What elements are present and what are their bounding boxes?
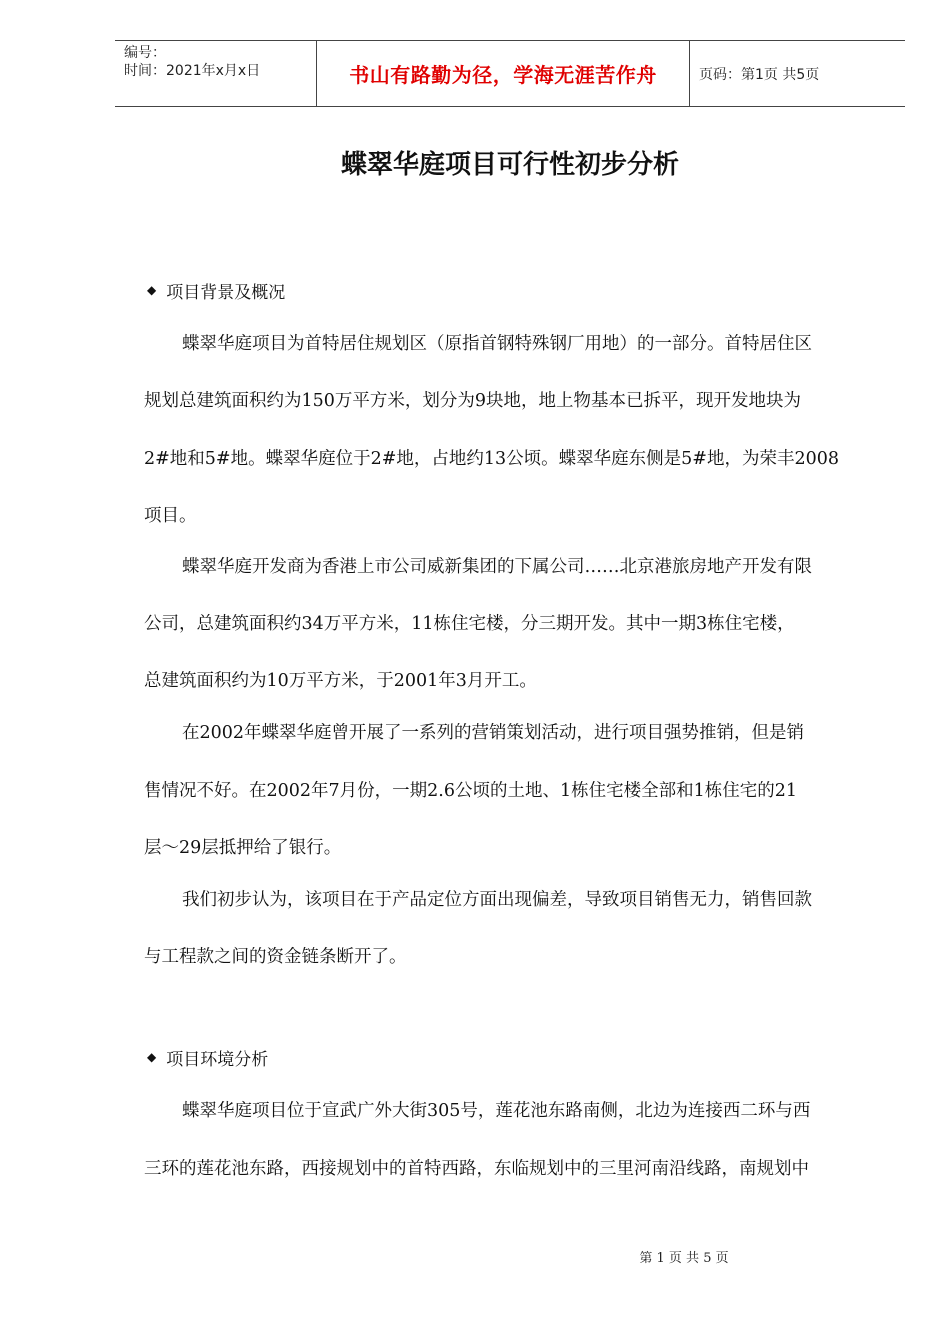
page-footer: 第 1 页 共 5 页	[639, 1251, 729, 1266]
paragraph-line: 总建筑面积约为10万平方米，于2001年3月开工。	[144, 671, 537, 691]
diamond-bullet-icon: ◆	[147, 282, 157, 297]
paragraph-line: 蝶翠华庭项目位于宣武广外大街305号，莲花池东路南侧，北边为连接西二环与西	[182, 1101, 811, 1121]
paragraph-line: 2#地和5#地。蝶翠华庭位于2#地，占地约13公顷。蝶翠华庭东侧是5#地，为荣丰2008	[144, 449, 839, 469]
paragraph-line: 公司，总建筑面积约34万平方米，11栋住宅楼，分三期开发。其中一期3栋住宅楼，	[144, 614, 795, 634]
section-heading-background	[147, 278, 285, 303]
paragraph-line: 规划总建筑面积约为150万平方米，划分为9块地，地上物基本已拆平，现开发地块为	[144, 391, 802, 411]
paragraph-line: 我们初步认为，该项目在于产品定位方面出现偏差，导致项目销售无力，销售回款	[182, 890, 812, 910]
document-title: 蝶翠华庭项目可行性初步分析	[340, 150, 679, 180]
paragraph-line: 售情况不好。在2002年7月份，一期2.6公顷的土地、1栋住宅楼全部和1栋住宅的21	[144, 781, 798, 801]
paragraph-line: 项目。	[144, 506, 197, 526]
paragraph-line: 层～29层抵押给了银行。	[144, 838, 342, 858]
header-page-cell	[690, 41, 905, 106]
date-text: 时间：2021年x月x日	[124, 63, 261, 79]
paragraph-line: 在2002年蝶翠华庭曾开展了一系列的营销策划活动，进行项目强势推销，但是销	[182, 723, 805, 743]
paragraph-line: 三环的莲花池东路，西接规划中的首特西路，东临规划中的三里河南沿线路，南规划中	[144, 1159, 809, 1179]
paragraph-line: 与工程款之间的资金链条断开了。	[144, 947, 407, 967]
section-heading-environment	[147, 1045, 268, 1070]
paragraph-line: 蝶翠华庭开发商为香港上市公司威新集团的下属公司……北京港旅房地产开发有限	[182, 557, 812, 577]
diamond-bullet-icon: ◆	[147, 1049, 157, 1064]
section-heading-text: 项目背景及概况	[166, 283, 286, 303]
motto-text: 书山有路勤为径，学海无涯苦作舟	[349, 63, 657, 87]
page-info: 页码：第1页 共5页	[699, 66, 820, 83]
header-left-cell	[115, 41, 316, 106]
paragraph-line: 蝶翠华庭项目为首特居住规划区（原指首钢特殊钢厂用地）的一部分。首特居住区	[182, 334, 812, 354]
section-heading-text: 项目环境分析	[166, 1050, 269, 1070]
header-motto-cell	[316, 41, 690, 106]
serial-label: 编号：	[124, 45, 166, 61]
header-table	[115, 40, 905, 107]
